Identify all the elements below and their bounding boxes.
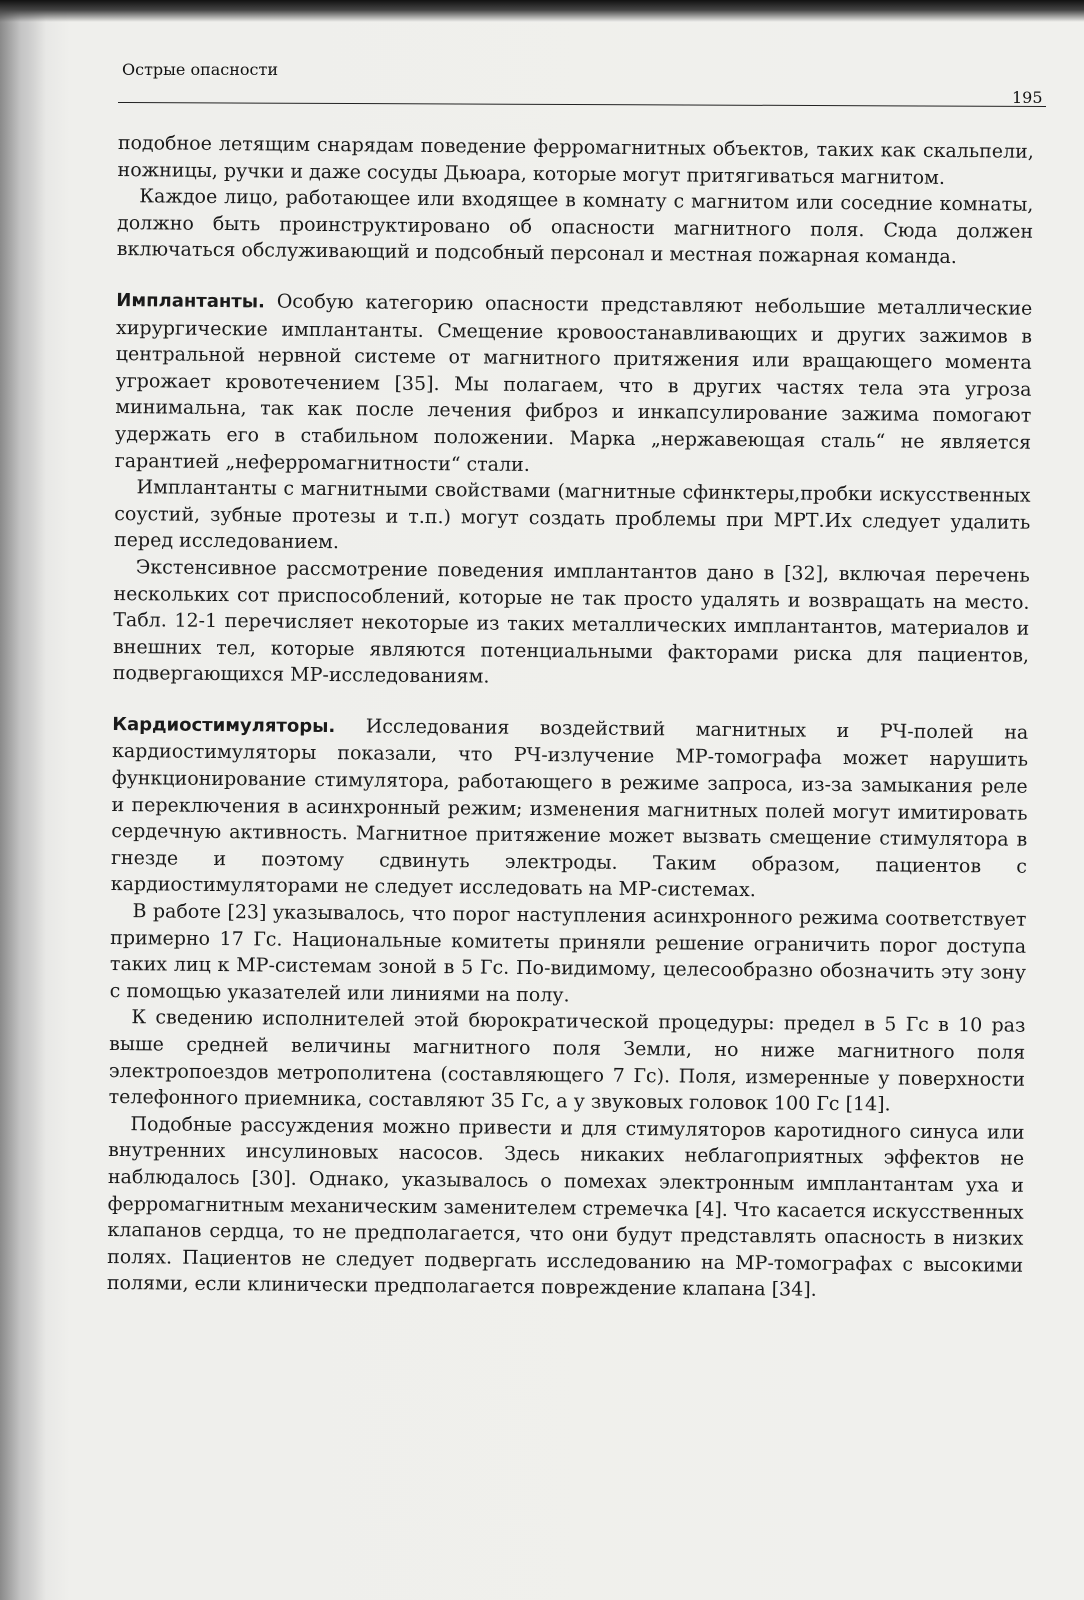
paragraph: К сведению исполнителей этой бюрократической процедуры: предел в 5 Гс в 10 раз выше средней величины магнитного поля Земли, но ниже магнитного поля электропоездов метрополитена (составляющего 7 Гс). Поля, измеренные у поверхности телефонного приемника, составляют 35 Гс, а у звуковых головок 100 Гс [14]. xyxy=(108,1006,1026,1116)
paragraph: Экстенсивное рассмотрение поведения имплантантов дано в [32], включая перечень нескольких сот приспособлений, которые не так просто удалять и возвращать на место. Табл. 12-1 перечисляет некоторые из таких металлических имплантантов, материалов и внешних тел, которые являются потенциальными факторами риска для пациентов, подвергающихся МР-исследованиям. xyxy=(112,556,1030,688)
paragraph-implants xyxy=(115,287,1033,483)
section-heading-pacemakers: Кардиостимуляторы. xyxy=(112,713,336,737)
page-number: 195 xyxy=(1012,88,1043,107)
running-title: Острые опасности xyxy=(122,60,279,79)
paragraph: Имплантанты с магнитными свойствами (магнитные сфинктеры,пробки искусственных соустий, зубные протезы и т.п.) могут создать проблемы при МРТ.Их следует удалить перед исследованием. xyxy=(113,476,1031,554)
paragraph: Подобные рассуждения можно привести и для стимуляторов каротидного синуса или внутренних инсулиновых насосов. Здесь никаких неблагоприятных эффектов не наблюдалось [30]. Однако, указывалось о помехах электронным имплантантам уха и ферромагнитным механическим заменителем стремечка [4]. Что касается искусственных клапанов сердца, то не предполагается, что они будут представлять опасность в низких полях. Пациентов не следует подвергать исследованию на МР-томографах с высокими полями, если клинически предполагается повреждение клапана [34]. xyxy=(106,1112,1025,1302)
paragraph-text: Особую категорию опасности представляют небольшие металлические хирургические имплантанты. Смещение кровоостанавливающих и других зажимов в центральной нервной системе от магнитного притяжения или вращающего момента угрожает кровотечением [35]. Мы полагаем, что в других частях тела эта угроза минимальна, так как после лечения фиброз и инкапсулирование зажима помогают удержать его в стабильном положении. Марка „нержавеющая сталь“ не является гарантией „неферромагнитности“ стали. xyxy=(114,290,1033,476)
top-edge-shadow xyxy=(0,0,1084,22)
section-heading-implants: Имплантанты. xyxy=(116,289,266,313)
paragraph: Каждое лицо, работающее или входящее в комнату с магнитом или соседние комнаты, должно быть проинструктировано об опасности магнитного поля. Сюда должен включаться обслуживающий и подсобный персонал и местная пожарная команда. xyxy=(116,185,1034,269)
binding-shadow xyxy=(0,0,46,1600)
paragraph-pacemakers xyxy=(111,711,1029,907)
page-body xyxy=(107,130,1034,1306)
paragraph: В работе [23] указывалось, что порог наступления асинхронного режима соответствует примерно 17 Гс. Национальные комитеты приняли решение ограничить порог доступа таких лиц к МР-системам зоной в 5 Гс. По-видимому, целесообразно обозначить эту зону с помощью указателей или линиями на полу. xyxy=(109,900,1027,1007)
paragraph-text: Исследования воздействий магнитных и РЧ-полей на кардиостимуляторы показали, что РЧ-излучение МР-томографа может нарушить функционирование стимулятора, работающего в режиме запроса, из-за замыкания реле и переключения в асинхронный режим; изменения магнитных полей могут имитировать сердечную активность. Магнитное притяжение может вызвать смещение стимулятора в гнезде и поэтому сдвинуть электроды. Таким образом, пациентов с кардиостимуляторами не следует исследовать на МР-системах. xyxy=(110,714,1029,902)
paragraph: подобное летящим снарядам поведение ферромагнитных объектов, таких как скальпели, ножницы, ручки и даже сосуды Дьюара, которые могут притягиваться магнитом. xyxy=(117,131,1034,189)
header-rule xyxy=(118,102,1046,107)
